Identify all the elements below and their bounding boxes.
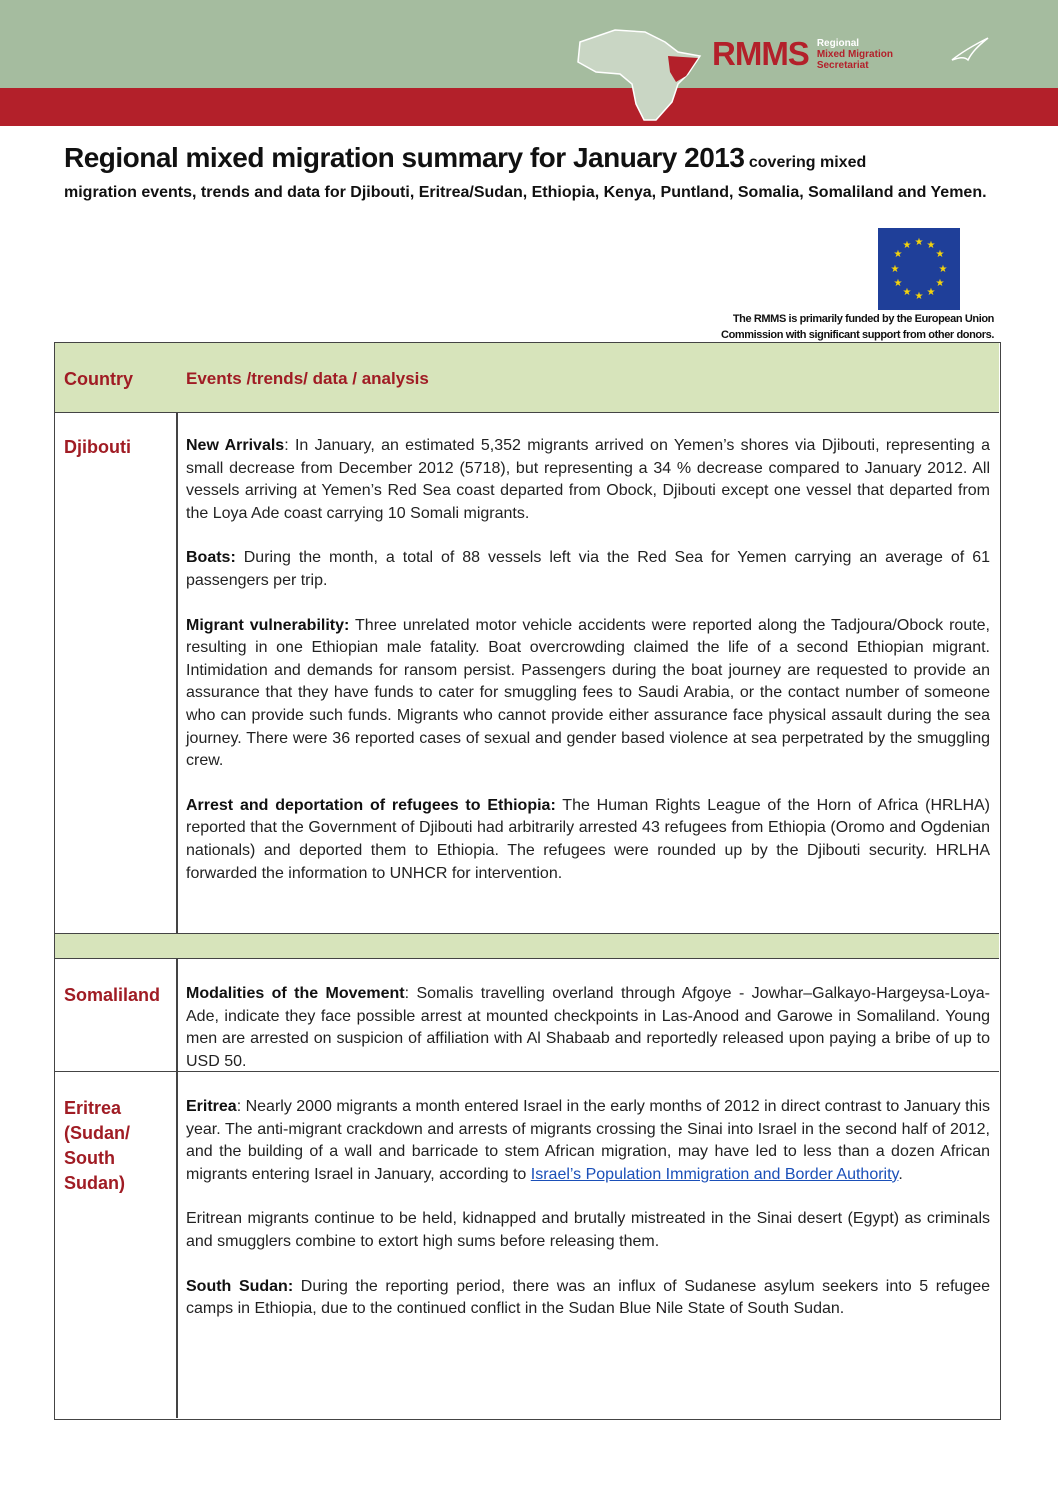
para-migrant-vulnerability: Migrant vulnerability: Three unrelated motor vehicle accidents were reported along the Tadjoura/Obock route, resulting in one Ethiopian male fatality. Boat overcrowding claimed the life of a second Ethiopian migrant. Intimidation and demands for ransom persist. Passengers during the boat journey are requested to provide an assurance that they have funds to cater for smuggling fees to Saudi Arabia, or the contact number of someone who can provide such funds. Migrants who cannot provide either assurance face physical assault during the sea journey. There were 36 reported cases of sexual and gender based violence at sea perpetrated by the smuggling crew.: [186, 616, 991, 770]
title-suffix: covering mixed: [744, 154, 867, 171]
header-red-band: [0, 88, 1058, 126]
table-spacer-row: [55, 934, 999, 959]
svg-text:★: ★: [890, 264, 900, 275]
eu-funding-note: The RMMS is primarily funded by the European Union Commission with significant support from other donors.: [721, 313, 994, 341]
svg-text:★: ★: [914, 237, 924, 248]
bird-icon: [950, 34, 990, 64]
svg-text:★: ★: [926, 240, 936, 251]
para-south-sudan: South Sudan: During the reporting period, there was an influx of Sudanese asylum seekers into 5 refugee camps in Ethiopia, due to the continued conflict in the Sudan Blue Nile State of South Sudan.: [186, 1277, 990, 1318]
table-header-row: [55, 343, 999, 413]
israel-authority-link[interactable]: Israel’s Population Immigration and Border Authority: [530, 1165, 899, 1183]
header-band: [0, 0, 1058, 88]
country-somaliland: Somaliland: [64, 985, 161, 1005]
para-boats: Boats: During the month, a total of 88 vessels left via the Red Sea for Yemen carrying an average of 61 passengers per trip.: [186, 549, 990, 589]
rmms-logo: [712, 34, 893, 74]
table-row-eritrea: [55, 1072, 999, 1418]
svg-text:★: ★: [902, 287, 912, 298]
svg-text:★: ★: [893, 249, 903, 260]
para-new-arrivals: New Arrivals: In January, an estimated 5,352 migrants arrived on Yemen’s shores via Djibouti, representing a small decrease from December 2012 (5718), but representing a 34 % decrease compared to January 2012. All vessels arriving at Yemen’s Red Sea coast departed from Obock, Djibouti except one vessel that departed from the Loya Ade coast carrying 10 Somali migrants.: [186, 437, 990, 522]
africa-map-icon: [560, 22, 710, 122]
logo-wordmark: RMMS: [712, 35, 809, 72]
para-arrest-deportation: Arrest and deportation of refugees to Ethiopia: The Human Rights League of the Horn of Africa (HRLHA) reported that the Government of Djibouti had arbitrarily arrested 43 refugees from Ethiopia (Oromo and Ogdenian nationals) and deported them to Ethiopia. The refugees were rounded up by the Djibouti security. HRLHA forwarded the information to UNHCR for intervention.: [186, 796, 991, 882]
svg-text:★: ★: [938, 264, 948, 275]
table-row-djibouti: [55, 413, 999, 934]
events-eritrea-sudan: [186, 1096, 990, 1343]
events-djibouti: [186, 435, 990, 907]
column-header-country: Country: [64, 369, 133, 389]
column-header-events: Events /trends/ data / analysis: [186, 369, 429, 388]
svg-text:★: ★: [935, 278, 945, 289]
page-title: [64, 142, 994, 174]
country-eritrea-sudan: Eritrea (Sudan/ South Sudan): [64, 1098, 130, 1193]
svg-text:★: ★: [926, 287, 936, 298]
eu-flag-icon: [878, 228, 960, 310]
svg-text:★: ★: [893, 278, 903, 289]
country-djibouti: Djibouti: [64, 437, 131, 457]
svg-text:★: ★: [935, 249, 945, 260]
para-eritrea: Eritrea: Nearly 2000 migrants a month entered Israel in the early months of 2012 in direct contrast to January this year. The anti-migrant crackdown and arrests of migrants crossing the Sinai into Israel in the second half of 2012, and the building of a wall and barricade to stem African migration, may have led to less than a dozen African migrants entering Israel in January, according to Israel’s Population Immigration and Border Authority.: [186, 1098, 990, 1183]
title-main: Regional mixed migration summary for January 2013: [64, 142, 745, 173]
logo-subtitle: Regional Mixed Migration Secretariat: [816, 37, 893, 71]
para-eritrean-migrants: Eritrean migrants continue to be held, kidnapped and brutally mistreated in the Sinai desert (Egypt) as criminals and smugglers combine to extort high sums before releasing them.: [186, 1210, 990, 1250]
table-row-somaliland: [55, 959, 999, 1072]
svg-text:★: ★: [914, 291, 924, 302]
svg-text:★: ★: [902, 240, 912, 251]
summary-table: [54, 342, 1001, 1420]
para-modalities: Modalities of the Movement: Somalis travelling overland through Afgoye - Jowhar–Galkayo-Hargeysa-Loya-Ade, indicate they face possible arrest at mounted checkpoints in Las-Anood and Garowe in Somaliland. Young men are arrested on suspicion of affiliation with Al Shabaab and reportedly released upon paying a bribe of up to USD 50.: [186, 985, 990, 1070]
page-subtitle: migration events, trends and data for Djibouti, Eritrea/Sudan, Ethiopia, Kenya, Puntland, Somalia, Somaliland and Yemen.: [64, 184, 987, 201]
